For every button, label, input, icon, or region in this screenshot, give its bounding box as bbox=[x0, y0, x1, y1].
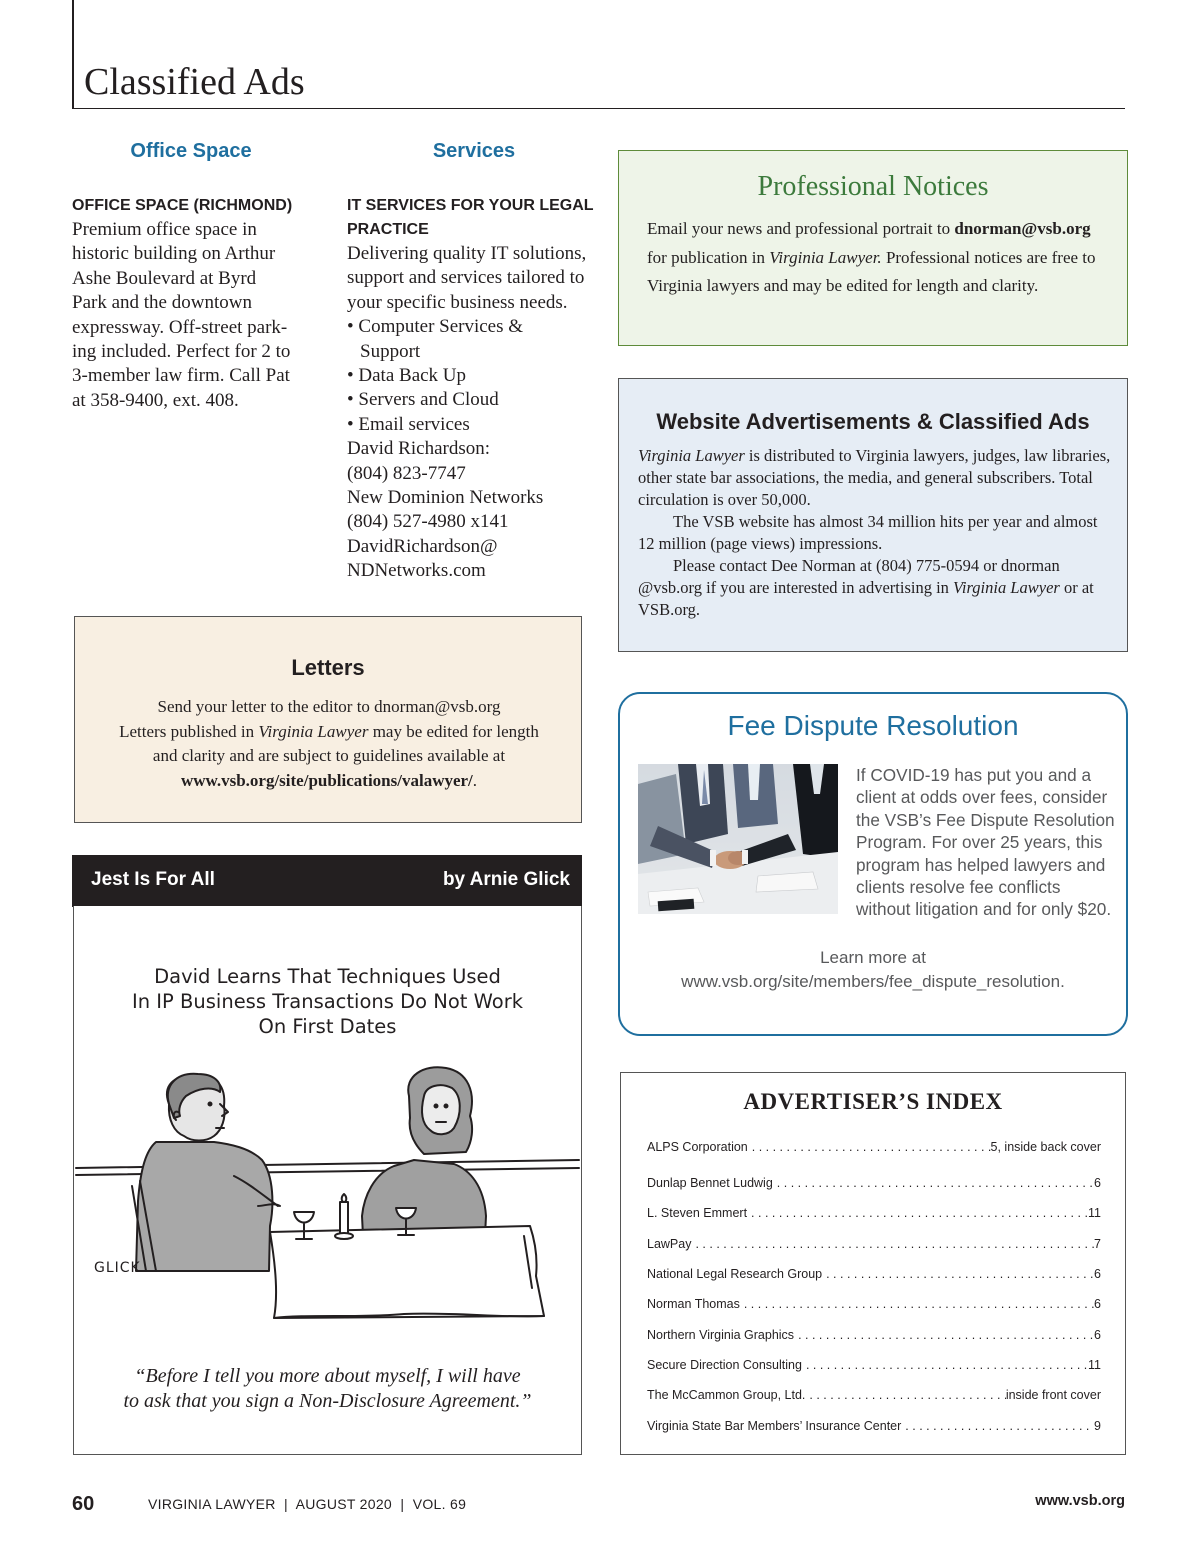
ad-line: ing included. Perfect for 2 to bbox=[72, 341, 291, 363]
ad-line: Park and the downtown bbox=[72, 292, 252, 314]
learn-more-label: Learn more at bbox=[820, 948, 926, 967]
text-run: or at VSB.org. bbox=[638, 578, 1094, 619]
cartoon-caption-line: In IP Business Transactions Do Not Work bbox=[132, 990, 523, 1013]
cartoon-caption bbox=[74, 964, 581, 1039]
cartoon-header-bar bbox=[72, 855, 582, 907]
index-entry-page: 6 bbox=[1094, 1176, 1101, 1190]
ad-line: Ashe Boulevard at Byrd bbox=[72, 267, 257, 289]
leader-dots bbox=[802, 1358, 1088, 1372]
index-entry-page: 6 bbox=[1094, 1328, 1101, 1342]
text-run: . bbox=[472, 770, 478, 790]
index-entry-page: 6 bbox=[1094, 1297, 1101, 1311]
footer-website-link[interactable]: www.vsb.org bbox=[1035, 1493, 1125, 1509]
fee-dispute-title: Fee Dispute Resolution bbox=[727, 710, 1019, 741]
index-entry bbox=[647, 1140, 1101, 1154]
index-entry-page: 5, inside back cover bbox=[990, 1140, 1101, 1154]
index-entry bbox=[647, 1358, 1101, 1372]
ad-line: (804) 527-4980 x141 bbox=[347, 511, 509, 533]
website-ads-paragraph bbox=[638, 555, 1112, 621]
letters-line bbox=[89, 769, 569, 794]
footer-publication: VIRGINIA LAWYER | AUGUST 2020 | VOL. 69 bbox=[148, 1496, 467, 1512]
index-entry bbox=[647, 1388, 1101, 1402]
page-title: Classified Ads bbox=[84, 61, 305, 103]
index-entry bbox=[647, 1206, 1101, 1220]
index-entry-page: inside front cover bbox=[1005, 1388, 1101, 1402]
text-run: Professional notices are free to Virginia lawyers and may be edited for length and clarity. bbox=[647, 247, 1096, 295]
office-space-heading: Office Space bbox=[130, 140, 252, 162]
cartoon-quote-line: to ask that you sign a Non-Disclosure Agreement.” bbox=[123, 1390, 532, 1412]
cartoon-quote bbox=[74, 1364, 581, 1414]
publication-name: Virginia Lawyer bbox=[258, 721, 369, 741]
publication-name: Virginia Lawyer. bbox=[769, 247, 882, 267]
website-ads-box bbox=[618, 378, 1128, 652]
index-entry-name: L. Steven Emmert bbox=[647, 1206, 748, 1220]
cartoon-author: by Arnie Glick bbox=[442, 869, 570, 890]
handshake-photo-image bbox=[638, 764, 838, 914]
text-run: may be edited for length bbox=[368, 721, 539, 741]
cartoon-caption-line: David Learns That Techniques Used bbox=[154, 965, 501, 988]
header-left-rule bbox=[72, 0, 74, 108]
letters-body bbox=[89, 695, 569, 793]
handshake-photo bbox=[638, 764, 838, 914]
notices-email-link[interactable]: dnorman@vsb.org bbox=[954, 219, 1091, 238]
leader-dots bbox=[773, 1176, 1094, 1190]
cartoon-series-title: Jest Is For All bbox=[91, 869, 215, 890]
letters-line: Send your letter to the editor to dnorman@vsb.org bbox=[157, 697, 501, 716]
leader-dots bbox=[805, 1388, 1005, 1402]
index-entry bbox=[647, 1297, 1101, 1311]
index-entry-page: 11 bbox=[1088, 1206, 1101, 1220]
fee-dispute-learn-more bbox=[620, 946, 1126, 994]
ad-line: Delivering quality IT solutions, bbox=[347, 243, 587, 264]
leader-dots bbox=[747, 1206, 1088, 1220]
advertisers-index-box bbox=[620, 1072, 1126, 1455]
index-entry bbox=[647, 1176, 1101, 1190]
letters-line bbox=[89, 720, 569, 745]
services-ad-title-line-1: IT SERVICES FOR YOUR LEGAL bbox=[347, 197, 594, 214]
ad-line: (804) 823-7747 bbox=[347, 462, 466, 484]
index-entry-name: LawPay bbox=[647, 1237, 692, 1251]
cartoon-quote-line: “Before I tell you more about myself, I will have bbox=[134, 1365, 521, 1387]
bullet-item: • Computer Services & Support bbox=[347, 315, 547, 364]
text-run: Email your news and professional portrait to bbox=[647, 219, 955, 238]
services-bullet-list bbox=[347, 315, 603, 437]
text-run: is distributed to Virginia lawyers, judges, law libraries, other state bar associations, the media, and general subscribers. Total circulation is over 50,000. bbox=[638, 446, 1111, 509]
leader-dots bbox=[740, 1297, 1094, 1311]
professional-notices-title: Professional Notices bbox=[757, 171, 989, 202]
index-entry-name: The McCammon Group, Ltd. bbox=[647, 1388, 806, 1402]
office-space-ad-body bbox=[72, 218, 312, 413]
index-entry-name: Northern Virginia Graphics bbox=[647, 1328, 795, 1342]
website-ads-paragraph: The VSB website has almost 34 million hits per year and almost 12 million (page views) impressions. bbox=[638, 512, 1098, 553]
cartoon-caption-line: On First Dates bbox=[258, 1015, 397, 1038]
leader-dots bbox=[691, 1237, 1094, 1251]
ad-line: at 358-9400, ext. 408. bbox=[72, 389, 239, 411]
index-entry-page: 7 bbox=[1094, 1237, 1101, 1251]
index-entry-page: 6 bbox=[1094, 1267, 1101, 1281]
services-heading: Services bbox=[432, 140, 516, 162]
publication-name: Virginia Lawyer bbox=[638, 446, 745, 465]
website-ads-title: Website Advertisements & Classified Ads bbox=[656, 409, 1090, 434]
index-entry-name: ALPS Corporation bbox=[647, 1140, 748, 1154]
fee-dispute-body: If COVID-19 has put you and a client at odds over fees, consider the VSB’s Fee Dispute Resolution Program. For over 25 years, this program has helped lawyers and clients resolve fee conflicts without litigation and for only $20. bbox=[856, 765, 1115, 920]
professional-notices-box bbox=[618, 150, 1128, 346]
ad-line: your specific business needs. bbox=[347, 291, 568, 313]
text-run: Please contact Dee Norman at (804) 775-0594 or dnorman @vsb.org if you are interested in advertising in bbox=[638, 556, 1060, 597]
index-entry-name: Norman Thomas bbox=[647, 1297, 740, 1311]
office-space-ad-title: OFFICE SPACE (RICHMOND) bbox=[72, 197, 293, 214]
ad-line: expressway. Off-street park- bbox=[72, 316, 288, 338]
index-entry-name: National Legal Research Group bbox=[647, 1267, 823, 1281]
website-ads-body bbox=[638, 445, 1112, 621]
ad-line: NDNetworks.com bbox=[347, 560, 486, 582]
cartoon-illustration bbox=[74, 1056, 583, 1326]
ad-line: support and services tailored to bbox=[347, 267, 585, 289]
cartoonist-signature: GLICK bbox=[94, 1260, 141, 1276]
page-number: 60 bbox=[72, 1493, 95, 1515]
website-ads-paragraph bbox=[638, 445, 1112, 511]
ad-line: DavidRichardson@ bbox=[347, 535, 498, 557]
bullet-item: • Data Back Up bbox=[347, 364, 603, 388]
leader-dots bbox=[748, 1140, 991, 1154]
advertisers-index-title: ADVERTISER’S INDEX bbox=[743, 1089, 1003, 1114]
services-intro bbox=[347, 242, 603, 315]
letters-box bbox=[74, 616, 582, 823]
leader-dots bbox=[822, 1267, 1094, 1281]
ad-line: 3-member law firm. Call Pat bbox=[72, 365, 290, 387]
office-space-column bbox=[72, 140, 312, 413]
index-entry-name: Secure Direction Consulting bbox=[647, 1358, 802, 1372]
professional-notices-body bbox=[647, 215, 1107, 301]
guidelines-link[interactable]: www.vsb.org/site/publications/valawyer/ bbox=[180, 770, 473, 790]
header-rule bbox=[72, 108, 1125, 109]
fee-dispute-link[interactable]: www.vsb.org/site/members/fee_dispute_resolution. bbox=[681, 972, 1065, 991]
text-run: for publication in bbox=[647, 247, 770, 267]
index-entry-name: Virginia State Bar Members’ Insurance Center bbox=[647, 1419, 902, 1433]
index-entry bbox=[647, 1419, 1101, 1433]
ad-line: Premium office space in bbox=[72, 219, 257, 240]
index-entry-name: Dunlap Bennet Ludwig bbox=[647, 1176, 773, 1190]
ad-line: New Dominion Networks bbox=[347, 487, 544, 509]
index-entry bbox=[647, 1237, 1101, 1251]
leader-dots bbox=[794, 1328, 1094, 1342]
letters-line: and clarity and are subject to guidelines available at bbox=[152, 746, 506, 765]
publication-name: Virginia Lawyer bbox=[953, 578, 1060, 597]
index-entry-page: 9 bbox=[1094, 1419, 1101, 1433]
index-entry-page: 11 bbox=[1088, 1358, 1101, 1372]
bullet-item: • Servers and Cloud bbox=[347, 388, 603, 412]
bullet-item: • Email services bbox=[347, 413, 603, 437]
fee-dispute-box bbox=[618, 692, 1128, 1036]
leader-dots bbox=[901, 1419, 1094, 1433]
index-entry bbox=[647, 1328, 1101, 1342]
ad-line: David Richardson: bbox=[347, 438, 491, 460]
letters-title: Letters bbox=[291, 655, 365, 680]
text-run: Letters published in bbox=[119, 721, 259, 741]
services-contact bbox=[347, 437, 603, 583]
cartoon-box bbox=[73, 906, 582, 1455]
index-entry bbox=[647, 1267, 1101, 1281]
ad-line: historic building on Arthur bbox=[72, 243, 276, 265]
services-column bbox=[347, 140, 603, 584]
services-ad-title-line-2: PRACTICE bbox=[347, 221, 429, 238]
